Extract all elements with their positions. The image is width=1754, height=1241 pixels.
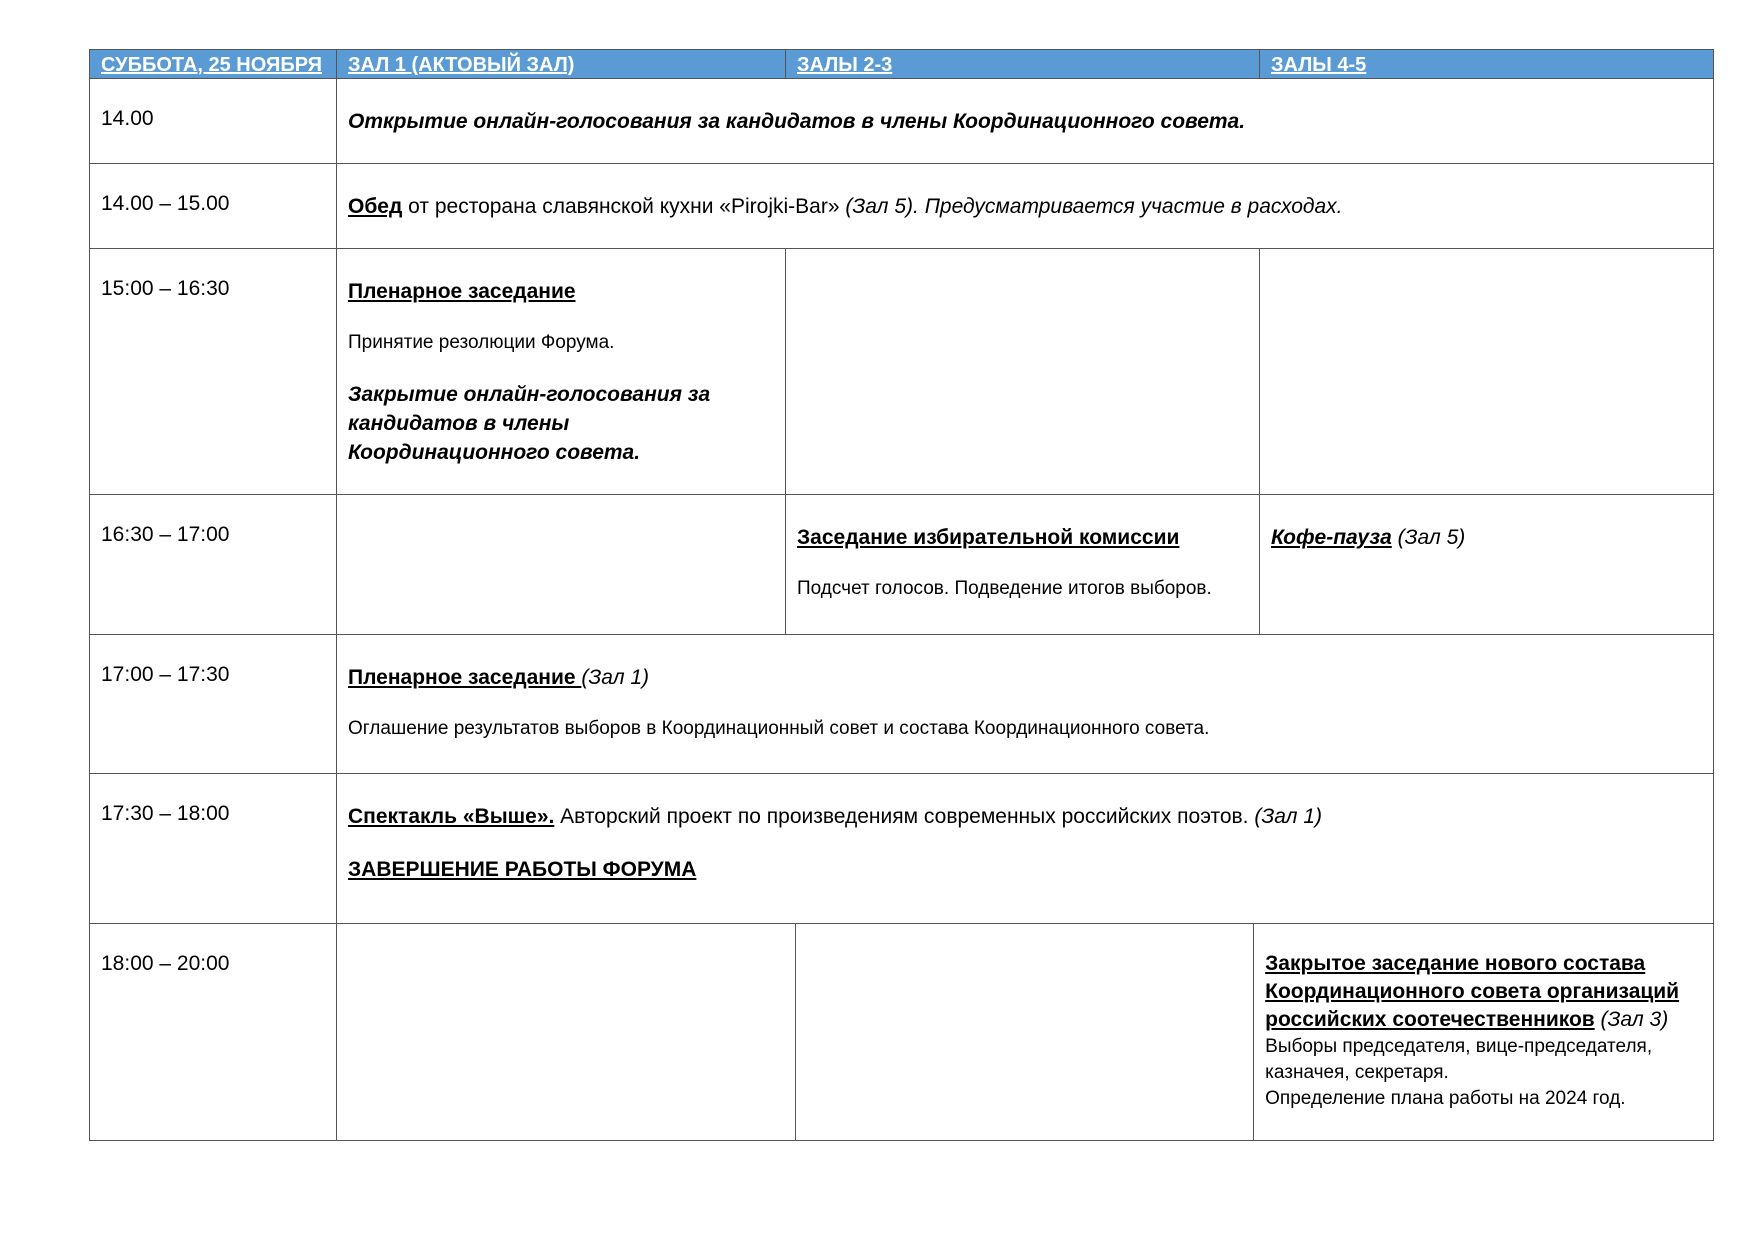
empty-cell xyxy=(795,924,1253,1140)
header-hall-1: ЗАЛ 1 (АКТОВЫЙ ЗАЛ) xyxy=(337,50,786,79)
event-title: Обед xyxy=(348,195,403,218)
event-title: Заседание избирательной комиссии xyxy=(797,526,1180,549)
event-title: Закрытое заседание нового состава Координационного совета организаций российских соотечественников xyxy=(1265,952,1680,1031)
time-cell: 18:00 – 20:00 xyxy=(90,924,337,1141)
schedule-row xyxy=(90,249,1714,495)
forum-closing: ЗАВЕРШЕНИЕ РАБОТЫ ФОРУМА xyxy=(348,858,697,881)
schedule-sheet xyxy=(89,49,1713,1141)
time-cell: 14.00 xyxy=(90,79,337,164)
split-row xyxy=(337,924,1713,1140)
event-note: (Зал 1) xyxy=(581,666,650,689)
header-row xyxy=(90,50,1714,79)
event-text: Оглашение результатов выборов в Координационный совет и состава Координационного совета. xyxy=(348,718,1210,739)
event-text: Авторский проект по произведениям современных российских поэтов. xyxy=(554,805,1255,828)
header-halls-2-3: ЗАЛЫ 2-3 xyxy=(786,50,1260,79)
schedule-table xyxy=(89,49,1714,1141)
event-cell xyxy=(337,774,1714,924)
event-title: Пленарное заседание xyxy=(348,280,576,303)
event-text: от ресторана славянской кухни «Pirojki-Bar» xyxy=(402,195,846,218)
event-text: Открытие онлайн-голосования за кандидатов в члены Координационного совета. xyxy=(348,110,1246,133)
empty-cell xyxy=(1260,249,1714,495)
time-cell: 17:00 – 17:30 xyxy=(90,635,337,774)
schedule-row xyxy=(90,774,1714,924)
event-line-2: Определение плана работы на 2024 год. xyxy=(1265,1088,1626,1109)
event-title: Спектакль «Выше». xyxy=(348,805,555,828)
event-cell-closed-meeting xyxy=(1254,924,1713,1140)
event-cell-split xyxy=(337,924,1714,1141)
event-cell-halls-2-3 xyxy=(786,495,1260,635)
coffee-break-note: (Зал 5) xyxy=(1391,526,1466,549)
event-cell xyxy=(337,79,1714,164)
header-day: СУББОТА, 25 НОЯБРЯ xyxy=(90,50,337,79)
empty-cell xyxy=(786,249,1260,495)
empty-cell xyxy=(337,924,795,1140)
event-closing: Закрытие онлайн-голосования за кандидатов в члены Координационного совета. xyxy=(348,383,711,464)
time-cell: 15:00 – 16:30 xyxy=(90,249,337,495)
schedule-row xyxy=(90,635,1714,774)
event-note: (Зал 1) xyxy=(1254,805,1323,828)
event-text: Принятие резолюции Форума. xyxy=(348,332,615,353)
time-cell: 14.00 – 15.00 xyxy=(90,164,337,249)
time-cell: 16:30 – 17:00 xyxy=(90,495,337,635)
event-cell-halls-4-5 xyxy=(1260,495,1714,635)
event-line-1: Выборы председателя, вице-председателя, казначея, секретаря. xyxy=(1265,1036,1653,1083)
schedule-row xyxy=(90,79,1714,164)
event-cell xyxy=(337,164,1714,249)
event-text: Подсчет голосов. Подведение итогов выборов. xyxy=(797,578,1212,599)
event-cell xyxy=(337,635,1714,774)
event-cell-hall-1 xyxy=(337,249,786,495)
schedule-row xyxy=(90,495,1714,635)
event-note: (Зал 3) xyxy=(1594,1008,1669,1031)
schedule-row xyxy=(90,164,1714,249)
empty-cell xyxy=(337,495,786,635)
event-title: Пленарное заседание xyxy=(348,666,582,689)
event-note: (Зал 5). Предусматривается участие в расходах. xyxy=(845,195,1343,218)
coffee-break-title: Кофе-пауза xyxy=(1271,526,1392,549)
schedule-row xyxy=(90,924,1714,1141)
time-cell: 17:30 – 18:00 xyxy=(90,774,337,924)
header-halls-4-5: ЗАЛЫ 4-5 xyxy=(1260,50,1714,79)
